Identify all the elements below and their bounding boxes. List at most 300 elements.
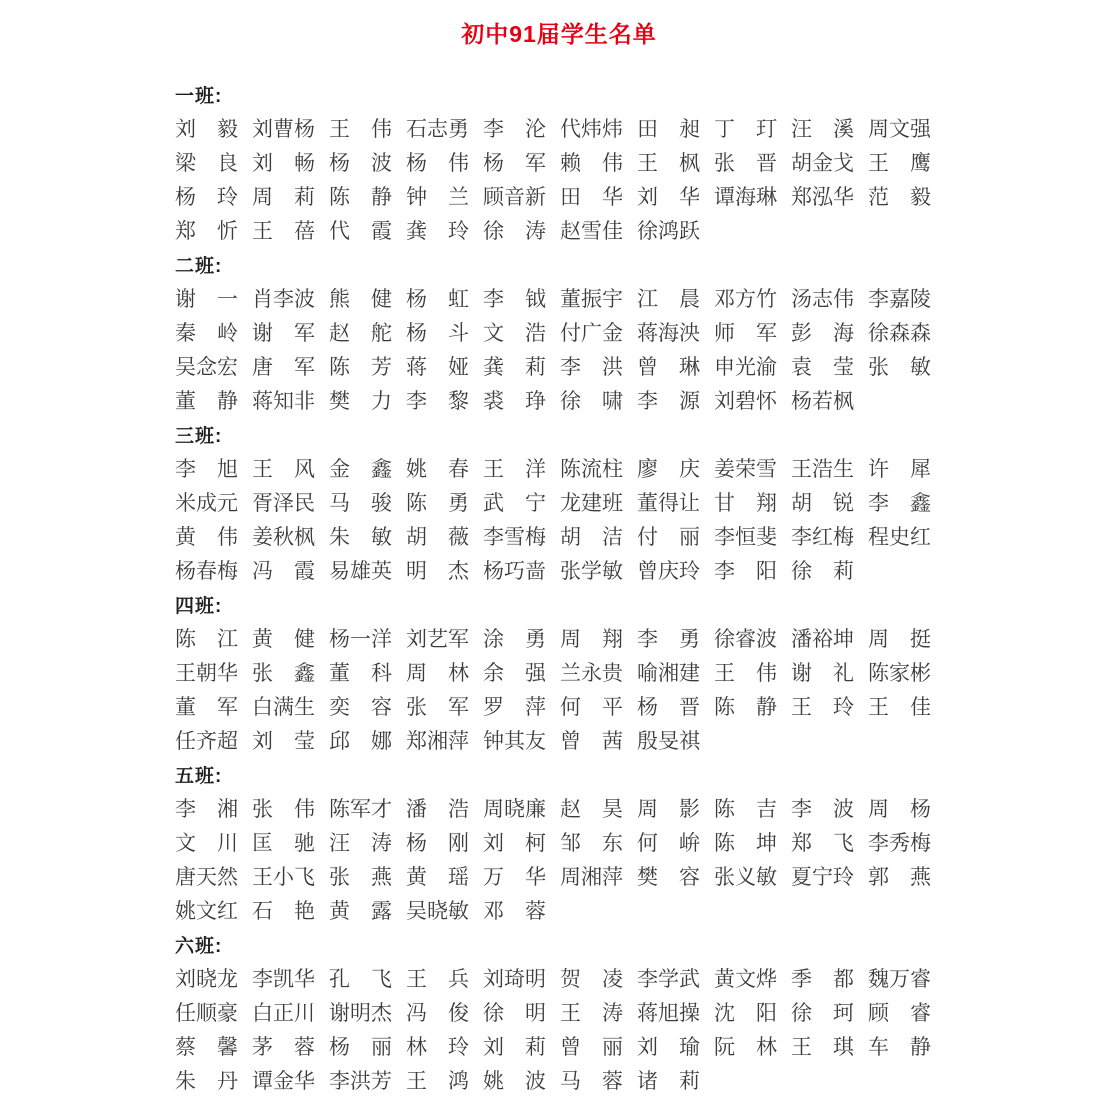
student-name	[868, 997, 931, 1027]
name-char: 莉	[679, 1069, 700, 1093]
name-char: 柱	[602, 457, 623, 481]
name-char: 蓉	[525, 899, 546, 923]
name-char: 林	[406, 1035, 427, 1059]
name-char: 川	[217, 831, 238, 855]
name-char: 静	[756, 695, 777, 719]
name-row	[175, 315, 935, 349]
name-char: 敏	[756, 865, 777, 889]
name-char: 友	[525, 729, 546, 753]
name-char: 枫	[833, 389, 854, 413]
student-name	[637, 1031, 700, 1061]
name-char: 丁	[714, 117, 735, 141]
name-char: 刘	[252, 117, 273, 141]
student-name	[406, 215, 469, 245]
name-char: 娅	[448, 355, 469, 379]
student-name	[406, 861, 469, 891]
student-name	[791, 623, 854, 653]
name-char: 王	[252, 457, 273, 481]
name-char: 谢	[252, 321, 273, 345]
name-char: 殷	[637, 729, 658, 753]
name-char: 班	[602, 491, 623, 515]
student-name	[868, 351, 931, 381]
student-name	[406, 283, 469, 313]
student-name	[637, 963, 700, 993]
name-char: 华	[294, 1069, 315, 1093]
name-char: 申	[714, 355, 735, 379]
name-char: 晋	[756, 151, 777, 175]
student-name	[868, 113, 931, 143]
name-char: 军	[294, 321, 315, 345]
name-char: 晓	[427, 899, 448, 923]
name-char: 玲	[679, 559, 700, 583]
name-char: 余	[483, 661, 504, 685]
name-char: 容	[679, 865, 700, 889]
student-name	[560, 793, 623, 823]
student-name	[252, 317, 315, 347]
name-char: 鑫	[294, 661, 315, 685]
name-char: 汪	[791, 117, 812, 141]
student-name	[252, 793, 315, 823]
name-char: 杨	[406, 151, 427, 175]
name-row	[175, 825, 935, 859]
student-name	[791, 487, 854, 517]
name-char: 伟	[448, 151, 469, 175]
name-row	[175, 621, 935, 655]
student-name	[483, 725, 546, 755]
student-name	[329, 691, 392, 721]
name-char: 杨	[910, 797, 931, 821]
student-name	[637, 657, 700, 687]
student-name	[483, 997, 546, 1027]
name-char: 若	[812, 389, 833, 413]
name-char: 唐	[175, 865, 196, 889]
class-section-header: 五班:	[175, 765, 223, 787]
name-char: 王	[252, 865, 273, 889]
student-name	[714, 963, 777, 993]
name-char: 李	[406, 389, 427, 413]
name-char: 馨	[217, 1035, 238, 1059]
name-char: 陈	[329, 355, 350, 379]
name-char: 天	[196, 865, 217, 889]
student-name	[329, 181, 392, 211]
name-char: 朱	[175, 1069, 196, 1093]
name-char: 秦	[175, 321, 196, 345]
student-name	[175, 1031, 238, 1061]
student-name	[714, 147, 777, 177]
name-char: 黄	[714, 967, 735, 991]
name-char: 洪	[350, 1069, 371, 1093]
name-char: 新	[525, 185, 546, 209]
name-char: 珂	[833, 1001, 854, 1025]
class-section-header: 一班:	[175, 85, 223, 107]
name-char: 军	[448, 627, 469, 651]
name-char: 胡	[791, 491, 812, 515]
student-name	[637, 1065, 700, 1095]
name-char: 庆	[679, 457, 700, 481]
name-char: 影	[679, 797, 700, 821]
name-char: 陈	[406, 491, 427, 515]
student-name	[714, 861, 777, 891]
name-char: 萍	[525, 695, 546, 719]
name-char: 永	[581, 661, 602, 685]
name-char: 李	[637, 627, 658, 651]
name-char: 阮	[714, 1035, 735, 1059]
name-char: 涂	[483, 627, 504, 651]
name-char: 茅	[252, 1035, 273, 1059]
student-name	[791, 385, 854, 415]
name-char: 艳	[294, 899, 315, 923]
name-char: 正	[273, 1001, 294, 1025]
name-char: 礼	[833, 661, 854, 685]
student-name	[329, 317, 392, 347]
name-char: 杨	[637, 695, 658, 719]
student-name	[406, 997, 469, 1027]
student-name	[560, 215, 623, 245]
student-name	[329, 861, 392, 891]
name-char: 郑	[791, 831, 812, 855]
student-name	[252, 657, 315, 687]
student-name	[714, 793, 777, 823]
name-char: 许	[868, 457, 889, 481]
student-name	[175, 827, 238, 857]
name-char: 冯	[406, 1001, 427, 1025]
name-char: 白	[252, 695, 273, 719]
name-char: 徐	[483, 1001, 504, 1025]
student-name	[175, 113, 238, 143]
student-name	[560, 181, 623, 211]
name-char: 樊	[329, 389, 350, 413]
name-char: 振	[581, 287, 602, 311]
name-char: 瑶	[448, 865, 469, 889]
name-char: 季	[791, 967, 812, 991]
name-char: 涛	[371, 831, 392, 855]
name-char: 师	[714, 321, 735, 345]
name-char: 生	[833, 457, 854, 481]
name-char: 诸	[637, 1069, 658, 1093]
student-name	[329, 113, 392, 143]
name-char: 岭	[217, 321, 238, 345]
name-char: 莉	[294, 185, 315, 209]
name-char: 巧	[504, 559, 525, 583]
name-char: 李	[483, 117, 504, 141]
name-char: 静	[371, 185, 392, 209]
name-char: 黄	[406, 865, 427, 889]
student-name	[714, 385, 777, 415]
student-name	[483, 895, 546, 925]
name-char: 龙	[560, 491, 581, 515]
name-char: 孔	[329, 967, 350, 991]
name-char: 枫	[679, 151, 700, 175]
name-char: 廉	[525, 797, 546, 821]
name-char: 任	[175, 729, 196, 753]
name-char: 周	[252, 185, 273, 209]
name-char: 玲	[217, 185, 238, 209]
name-row	[175, 451, 935, 485]
name-char: 睿	[910, 967, 931, 991]
student-name	[560, 1065, 623, 1095]
name-char: 吉	[756, 797, 777, 821]
name-char: 杨	[175, 559, 196, 583]
student-name	[791, 283, 854, 313]
name-char: 徐	[791, 559, 812, 583]
student-name	[252, 351, 315, 381]
name-char: 姚	[406, 457, 427, 481]
name-char: 畅	[294, 151, 315, 175]
name-char: 武	[679, 967, 700, 991]
student-name	[560, 283, 623, 313]
name-char: 春	[196, 559, 217, 583]
student-name	[252, 147, 315, 177]
name-char: 红	[910, 525, 931, 549]
name-char: 洋	[525, 457, 546, 481]
student-name	[637, 147, 700, 177]
student-name	[560, 861, 623, 891]
name-char: 刘	[637, 185, 658, 209]
name-char: 凌	[602, 967, 623, 991]
student-name	[868, 827, 931, 857]
student-name	[791, 351, 854, 381]
name-char: 骏	[371, 491, 392, 515]
name-char: 华	[294, 967, 315, 991]
name-char: 伟	[371, 117, 392, 141]
name-char: 蒋	[252, 389, 273, 413]
student-name	[868, 453, 931, 483]
student-name	[714, 351, 777, 381]
student-name	[483, 487, 546, 517]
name-char: 周	[483, 797, 504, 821]
student-name	[637, 725, 700, 755]
name-char: 琳	[756, 185, 777, 209]
name-char: 杨	[406, 321, 427, 345]
name-char: 知	[273, 389, 294, 413]
name-row	[175, 519, 935, 553]
name-char: 谭	[252, 1069, 273, 1093]
name-char: 李	[483, 525, 504, 549]
name-char: 刘	[483, 967, 504, 991]
name-char: 昊	[602, 797, 623, 821]
name-char: 军	[525, 151, 546, 175]
student-name	[175, 351, 238, 381]
name-char: 伟	[833, 287, 854, 311]
name-char: 蒋	[637, 1001, 658, 1025]
student-name	[483, 181, 546, 211]
name-char: 伟	[602, 151, 623, 175]
name-char: 飞	[833, 831, 854, 855]
student-name	[560, 1031, 623, 1061]
student-name	[637, 861, 700, 891]
student-name	[560, 657, 623, 687]
name-char: 琪	[833, 1035, 854, 1059]
name-char: 家	[889, 661, 910, 685]
name-char: 明	[350, 1001, 371, 1025]
name-char: 刘	[175, 967, 196, 991]
name-char: 华	[679, 185, 700, 209]
name-char: 鹰	[910, 151, 931, 175]
name-char: 鑫	[371, 457, 392, 481]
name-char: 吴	[406, 899, 427, 923]
name-char: 嘉	[889, 287, 910, 311]
name-char: 邹	[560, 831, 581, 855]
student-name	[483, 1031, 546, 1061]
page-title: 初中91届学生名单	[461, 21, 657, 47]
name-char: 冯	[252, 559, 273, 583]
name-char: 郭	[868, 865, 889, 889]
name-char: 陈	[868, 661, 889, 685]
name-char: 梅	[217, 559, 238, 583]
student-name	[329, 487, 392, 517]
student-name	[791, 181, 854, 211]
name-row	[175, 383, 935, 417]
name-char: 让	[679, 491, 700, 515]
name-char: 裕	[812, 627, 833, 651]
name-char: 徐	[483, 219, 504, 243]
name-char: 超	[217, 729, 238, 753]
student-name	[868, 963, 931, 993]
student-name	[637, 453, 700, 483]
student-name	[637, 113, 700, 143]
name-char: 王	[560, 1001, 581, 1025]
name-char: 李	[791, 797, 812, 821]
student-name	[175, 317, 238, 347]
student-name	[560, 113, 623, 143]
name-char: 操	[679, 1001, 700, 1025]
name-char: 王	[791, 695, 812, 719]
student-name	[868, 181, 931, 211]
name-char: 张	[714, 865, 735, 889]
student-name	[637, 623, 700, 653]
student-name	[868, 623, 931, 653]
name-char: 翔	[756, 491, 777, 515]
name-char: 雪	[581, 219, 602, 243]
name-char: 玲	[448, 219, 469, 243]
student-name	[252, 521, 315, 551]
name-char: 军	[294, 355, 315, 379]
name-char: 何	[637, 831, 658, 855]
name-char: 兰	[560, 661, 581, 685]
name-char: 华	[602, 185, 623, 209]
name-char: 琦	[504, 967, 525, 991]
name-char: 李	[791, 525, 812, 549]
name-row	[175, 893, 935, 927]
name-char: 阳	[756, 559, 777, 583]
name-char: 姜	[714, 457, 735, 481]
student-name	[483, 793, 546, 823]
name-row	[175, 995, 935, 1029]
student-name	[714, 317, 777, 347]
student-name	[252, 113, 315, 143]
name-char: 敏	[602, 559, 623, 583]
student-name	[791, 453, 854, 483]
name-char: 易	[329, 559, 350, 583]
name-char: 徐	[791, 1001, 812, 1025]
student-name	[560, 691, 623, 721]
name-char: 宁	[812, 865, 833, 889]
name-char: 晋	[679, 695, 700, 719]
name-char: 枫	[294, 525, 315, 549]
name-char: 金	[812, 151, 833, 175]
name-char: 胡	[791, 151, 812, 175]
student-name	[560, 317, 623, 347]
name-char: 阳	[756, 1001, 777, 1025]
name-char: 郑	[175, 219, 196, 243]
name-char: 戈	[833, 151, 854, 175]
student-name	[483, 215, 546, 245]
name-char: 虹	[448, 287, 469, 311]
name-char: 杨	[294, 117, 315, 141]
name-char: 勇	[448, 117, 469, 141]
student-name	[483, 1065, 546, 1095]
student-name	[560, 487, 623, 517]
name-char: 森	[889, 321, 910, 345]
student-name	[252, 895, 315, 925]
name-char: 李	[273, 287, 294, 311]
student-name	[714, 1031, 777, 1061]
name-char: 王	[791, 457, 812, 481]
student-name	[406, 623, 469, 653]
name-char: 龙	[217, 967, 238, 991]
student-name	[406, 725, 469, 755]
student-name	[714, 997, 777, 1027]
name-char: 程	[868, 525, 889, 549]
student-name	[868, 487, 931, 517]
student-name	[483, 827, 546, 857]
student-name	[714, 113, 777, 143]
student-name	[329, 283, 392, 313]
name-char: 玲	[833, 695, 854, 719]
name-char: 俊	[448, 1001, 469, 1025]
name-row	[175, 859, 935, 893]
name-char: 洋	[371, 627, 392, 651]
name-char: 莉	[525, 355, 546, 379]
name-char: 丽	[679, 525, 700, 549]
name-char: 飞	[371, 967, 392, 991]
name-char: 敏	[371, 525, 392, 549]
name-char: 付	[560, 321, 581, 345]
name-char: 钟	[483, 729, 504, 753]
name-char: 薇	[448, 525, 469, 549]
name-char: 胡	[560, 525, 581, 549]
student-name	[175, 147, 238, 177]
student-name	[868, 657, 931, 687]
name-row	[175, 179, 935, 213]
name-char: 张	[406, 695, 427, 719]
name-char: 燕	[910, 865, 931, 889]
student-name	[714, 283, 777, 313]
student-name	[406, 453, 469, 483]
student-name	[791, 793, 854, 823]
name-char: 王	[175, 661, 196, 685]
name-char: 翔	[602, 627, 623, 651]
name-char: 生	[294, 695, 315, 719]
name-char: 李	[868, 287, 889, 311]
name-char: 刘	[483, 831, 504, 855]
name-char: 洁	[602, 525, 623, 549]
name-char: 波	[525, 1069, 546, 1093]
student-name	[406, 385, 469, 415]
name-char: 华	[525, 865, 546, 889]
name-char: 勇	[679, 627, 700, 651]
student-name	[791, 317, 854, 347]
student-name	[637, 385, 700, 415]
name-char: 啸	[602, 389, 623, 413]
student-name	[252, 963, 315, 993]
name-row	[175, 281, 935, 315]
student-name	[252, 283, 315, 313]
student-name	[868, 317, 931, 347]
name-row	[175, 655, 935, 689]
name-char: 潘	[791, 627, 812, 651]
student-name	[329, 351, 392, 381]
